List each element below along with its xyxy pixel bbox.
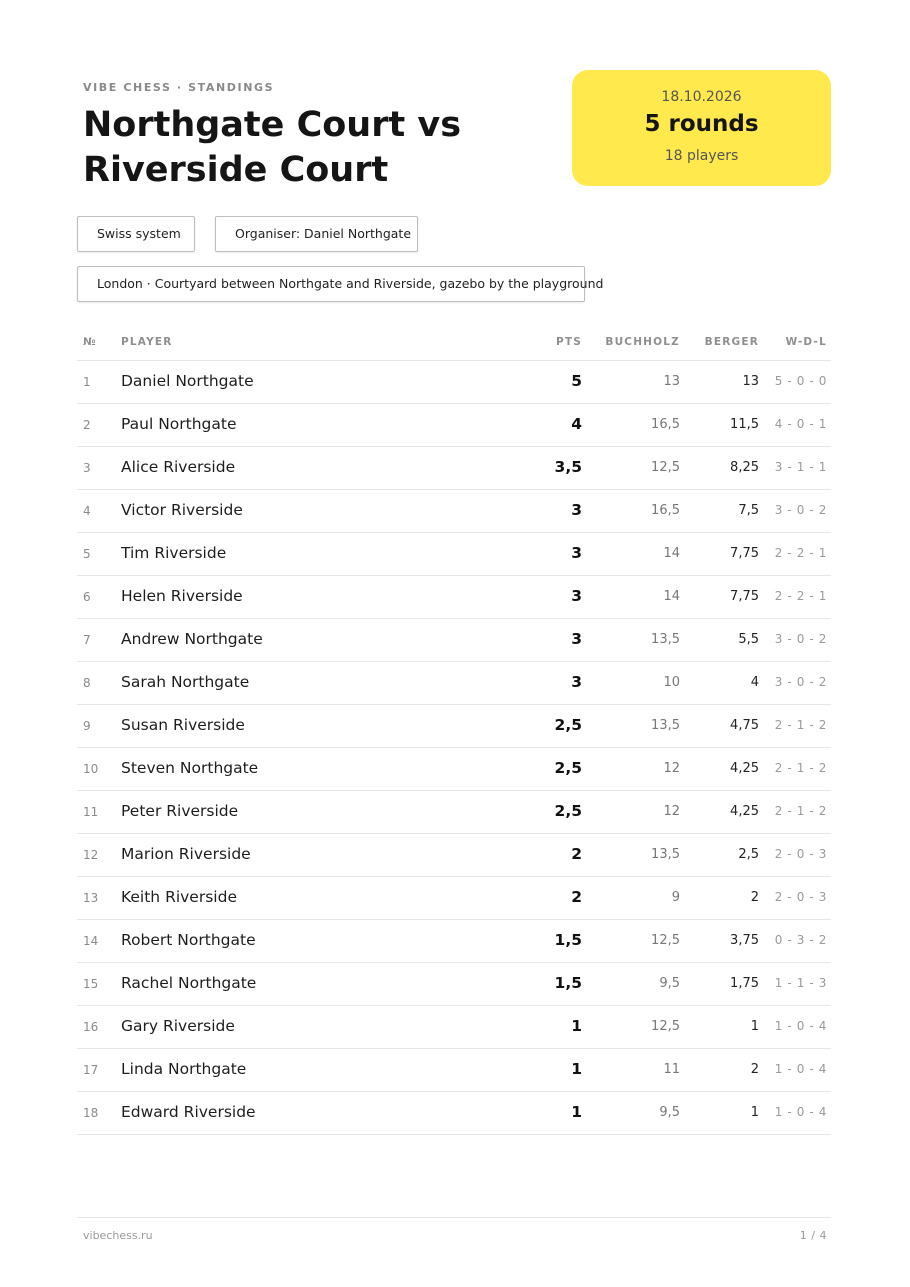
event-players-count: 18 players — [664, 148, 739, 164]
player-buchholz: 12,5 — [651, 933, 680, 948]
page-title: Northgate Court vs Riverside Court — [83, 105, 462, 190]
location-chip: London · Courtyard between Northgate and Riverside, gazebo by the playground — [77, 266, 585, 302]
player-wdl: 2 - 0 - 3 — [774, 890, 827, 904]
player-name: Edward Riverside — [121, 1103, 256, 1121]
player-berger: 2,5 — [738, 847, 759, 862]
player-berger: 7,75 — [730, 589, 759, 604]
player-berger: 4,25 — [730, 761, 759, 776]
player-name: Daniel Northgate — [121, 372, 254, 390]
row-number: 2 — [83, 418, 91, 432]
column-header-points: PTS — [555, 336, 582, 348]
table-row — [77, 920, 831, 963]
system-chip: Swiss system — [77, 216, 195, 252]
player-wdl: 3 - 0 - 2 — [774, 632, 827, 646]
player-wdl: 3 - 0 - 2 — [774, 503, 827, 517]
player-buchholz: 13,5 — [651, 632, 680, 647]
player-wdl: 2 - 2 - 1 — [774, 589, 827, 603]
player-berger: 7,5 — [738, 503, 759, 518]
player-points: 3 — [571, 673, 582, 691]
table-row — [77, 1006, 831, 1049]
player-berger: 4,75 — [730, 718, 759, 733]
player-berger: 1,75 — [730, 976, 759, 991]
player-points: 2,5 — [554, 716, 582, 734]
player-berger: 11,5 — [730, 417, 759, 432]
player-berger: 2 — [750, 890, 759, 905]
player-wdl: 2 - 1 - 2 — [774, 761, 827, 775]
standings-table — [77, 324, 831, 1135]
row-number: 15 — [83, 977, 99, 991]
player-buchholz: 12 — [663, 761, 680, 776]
player-wdl: 3 - 0 - 2 — [774, 675, 827, 689]
table-row — [77, 791, 831, 834]
player-points: 3 — [571, 587, 582, 605]
table-header — [77, 324, 831, 361]
player-berger: 4,25 — [730, 804, 759, 819]
player-buchholz: 13,5 — [651, 718, 680, 733]
player-name: Susan Riverside — [121, 716, 245, 734]
player-name: Marion Riverside — [121, 845, 251, 863]
player-wdl: 5 - 0 - 0 — [774, 374, 827, 388]
row-number: 18 — [83, 1106, 99, 1120]
table-row — [77, 963, 831, 1006]
player-wdl: 1 - 0 - 4 — [774, 1062, 827, 1076]
player-points: 2 — [571, 888, 582, 906]
row-number: 4 — [83, 504, 91, 518]
player-wdl: 2 - 2 - 1 — [774, 546, 827, 560]
event-summary-card — [572, 70, 831, 186]
player-berger: 5,5 — [738, 632, 759, 647]
row-number: 10 — [83, 762, 99, 776]
row-number: 3 — [83, 461, 91, 475]
player-name: Rachel Northgate — [121, 974, 257, 992]
player-points: 5 — [571, 372, 582, 390]
player-wdl: 3 - 1 - 1 — [774, 460, 827, 474]
player-points: 1,5 — [554, 931, 582, 949]
player-wdl: 1 - 1 - 3 — [774, 976, 827, 990]
row-number: 13 — [83, 891, 99, 905]
column-header-number: № — [83, 336, 97, 348]
player-name: Linda Northgate — [121, 1060, 247, 1078]
player-berger: 7,75 — [730, 546, 759, 561]
player-name: Victor Riverside — [121, 501, 243, 519]
player-berger: 13 — [742, 374, 759, 389]
table-row — [77, 361, 831, 404]
player-wdl: 1 - 0 - 4 — [774, 1019, 827, 1033]
event-rounds: 5 rounds — [644, 111, 759, 137]
footer-divider — [77, 1217, 831, 1218]
table-row — [77, 490, 831, 533]
player-points: 3 — [571, 630, 582, 648]
player-buchholz: 9,5 — [659, 976, 680, 991]
player-buchholz: 9 — [671, 890, 680, 905]
player-name: Gary Riverside — [121, 1017, 235, 1035]
player-berger: 1 — [750, 1105, 759, 1120]
row-number: 6 — [83, 590, 91, 604]
table-row — [77, 619, 831, 662]
player-buchholz: 16,5 — [651, 417, 680, 432]
player-buchholz: 12 — [663, 804, 680, 819]
player-wdl: 2 - 1 - 2 — [774, 718, 827, 732]
table-row — [77, 705, 831, 748]
table-row — [77, 834, 831, 877]
column-header-buchholz: BUCHHOLZ — [605, 336, 680, 348]
player-buchholz: 12,5 — [651, 1019, 680, 1034]
player-wdl: 2 - 1 - 2 — [774, 804, 827, 818]
player-points: 3 — [571, 501, 582, 519]
organiser-chip: Organiser: Daniel Northgate — [215, 216, 418, 252]
table-row — [77, 662, 831, 705]
player-buchholz: 13 — [663, 374, 680, 389]
player-buchholz: 13,5 — [651, 847, 680, 862]
row-number: 8 — [83, 676, 91, 690]
player-points: 2,5 — [554, 802, 582, 820]
player-points: 3 — [571, 544, 582, 562]
row-number: 5 — [83, 547, 91, 561]
player-buchholz: 12,5 — [651, 460, 680, 475]
player-points: 3,5 — [554, 458, 582, 476]
player-wdl: 1 - 0 - 4 — [774, 1105, 827, 1119]
player-points: 1,5 — [554, 974, 582, 992]
player-wdl: 0 - 3 - 2 — [774, 933, 827, 947]
footer-site: vibechess.ru — [83, 1229, 153, 1242]
player-berger: 3,75 — [730, 933, 759, 948]
row-number: 17 — [83, 1063, 99, 1077]
column-header-berger: BERGER — [704, 336, 759, 348]
player-points: 2,5 — [554, 759, 582, 777]
table-row — [77, 576, 831, 619]
row-number: 9 — [83, 719, 91, 733]
page-kicker: VIBE CHESS · STANDINGS — [83, 81, 275, 94]
player-berger: 2 — [750, 1062, 759, 1077]
player-name: Peter Riverside — [121, 802, 239, 820]
player-berger: 1 — [750, 1019, 759, 1034]
player-name: Robert Northgate — [121, 931, 256, 949]
row-number: 1 — [83, 375, 91, 389]
player-wdl: 2 - 0 - 3 — [774, 847, 827, 861]
column-header-wdl: W-D-L — [785, 336, 827, 348]
player-name: Tim Riverside — [121, 544, 227, 562]
table-row — [77, 404, 831, 447]
player-name: Helen Riverside — [121, 587, 243, 605]
table-row — [77, 1092, 831, 1135]
player-name: Andrew Northgate — [121, 630, 263, 648]
table-row — [77, 1049, 831, 1092]
footer-page-number: 1 / 4 — [799, 1229, 827, 1242]
player-berger: 4 — [750, 675, 759, 690]
row-number: 14 — [83, 934, 99, 948]
player-buchholz: 14 — [663, 546, 680, 561]
row-number: 12 — [83, 848, 99, 862]
player-buchholz: 10 — [663, 675, 680, 690]
player-points: 1 — [571, 1017, 582, 1035]
player-buchholz: 9,5 — [659, 1105, 680, 1120]
player-name: Steven Northgate — [121, 759, 259, 777]
column-header-player: PLAYER — [121, 336, 173, 348]
row-number: 11 — [83, 805, 99, 819]
row-number: 16 — [83, 1020, 99, 1034]
player-wdl: 4 - 0 - 1 — [774, 417, 827, 431]
row-number: 7 — [83, 633, 91, 647]
player-buchholz: 16,5 — [651, 503, 680, 518]
event-date: 18.10.2026 — [661, 89, 742, 105]
table-body — [77, 361, 831, 1135]
player-berger: 8,25 — [730, 460, 759, 475]
player-points: 2 — [571, 845, 582, 863]
player-points: 1 — [571, 1103, 582, 1121]
player-name: Sarah Northgate — [121, 673, 250, 691]
player-points: 1 — [571, 1060, 582, 1078]
player-name: Alice Riverside — [121, 458, 236, 476]
player-points: 4 — [571, 415, 582, 433]
player-buchholz: 14 — [663, 589, 680, 604]
table-row — [77, 748, 831, 791]
player-name: Paul Northgate — [121, 415, 237, 433]
player-name: Keith Riverside — [121, 888, 237, 906]
table-row — [77, 533, 831, 576]
player-buchholz: 11 — [663, 1062, 680, 1077]
table-row — [77, 877, 831, 920]
table-row — [77, 447, 831, 490]
